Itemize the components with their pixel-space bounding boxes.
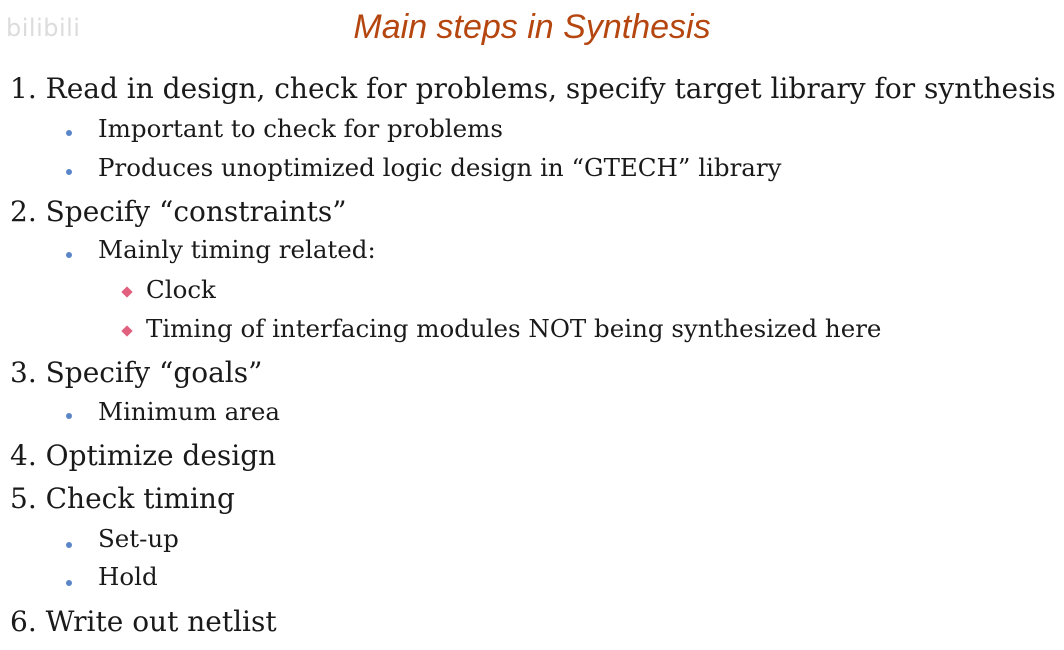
bullet-diamond-icon: [121, 325, 132, 336]
step-5-bullet-2: Hold: [98, 562, 158, 591]
step-3-bullet-1: Minimum area: [98, 397, 280, 426]
step-1-bullet-1: Important to check for problems: [98, 114, 503, 143]
step-5: 5. Check timing: [10, 482, 235, 515]
bullet-dot-icon: [66, 542, 72, 548]
bullet-dot-icon: [66, 130, 72, 136]
step-4: 4. Optimize design: [10, 439, 277, 472]
bullet-dot-icon: [66, 413, 72, 419]
bullet-dot-icon: [66, 252, 72, 258]
step-2-subbullet-2: Timing of interfacing modules NOT being synthesized here: [146, 314, 882, 343]
step-2: 2. Specify “constraints”: [10, 195, 347, 228]
step-3: 3. Specify “goals”: [10, 356, 263, 389]
bullet-dot-icon: [66, 169, 72, 175]
bullet-dot-icon: [66, 580, 72, 586]
step-1: 1. Read in design, check for problems, specify target library for synthesis: [10, 72, 1056, 105]
slide-title: Main steps in Synthesis: [353, 8, 711, 46]
step-1-bullet-2: Produces unoptimized logic design in “GTECH” library: [98, 153, 782, 182]
bullet-diamond-icon: [121, 286, 132, 297]
step-2-bullet-1: Mainly timing related:: [98, 235, 376, 264]
step-2-subbullet-1: Clock: [146, 275, 216, 304]
step-6: 6. Write out netlist: [10, 605, 277, 638]
step-5-bullet-1: Set-up: [98, 524, 179, 553]
watermark-logo: bilibili: [6, 14, 81, 42]
